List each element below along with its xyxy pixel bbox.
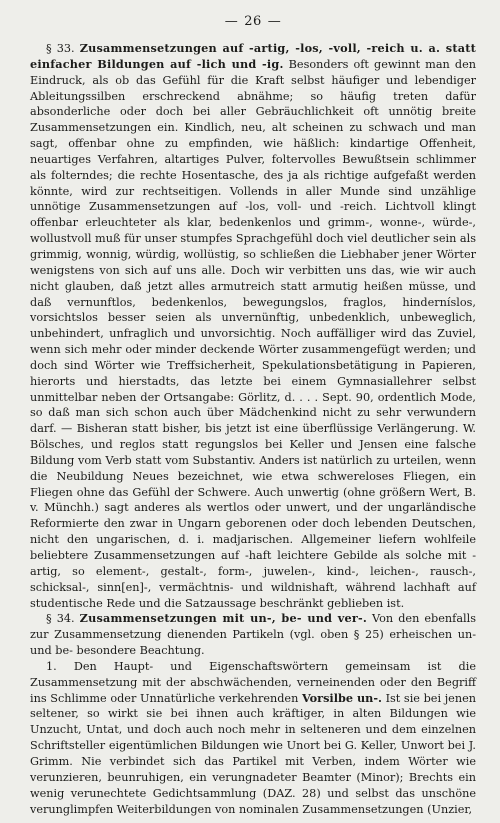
section-33-number: § 33. [46,42,75,55]
section-34-number: § 34. [46,612,75,626]
section-33-heading: Zusammensetzungen auf -artig, -los, -voll, -reich u. a. statt einfacher Bildungen auf -lich und -ig. [30,41,476,71]
header-dash-right: — [267,14,282,29]
section-34-heading: Zusammensetzungen mit un-, be- und ver-. [79,611,367,626]
page-header [30,14,476,29]
section-34-text-1: Von den ebenfalls zur Zusammensetzung dienenden Partikeln (vgl. oben § 25) erheischen un- und be- besondere Beachtung. [30,612,477,658]
section-34-keyword: Vorsilbe un-. [301,690,382,705]
header-dash-left: — [224,14,239,29]
body-text [30,41,476,817]
page-number: 26 [244,14,262,29]
section-33-text: Besonders oft gewinnt man den Eindruck, als ob das Gefühl für die Kraft selbst häufiger und lebendiger Ableitungssilben erschreckend abnähme; so häufig treten dafür absonderliche oder doch bei aller Gebräuchlichkeit oft unnötig breite Zusammensetzungen ein. Kindlich, neu, alt scheinen zu schwach und man sagt, offenbar ohne zu empfinden, wie häßlich: kindartige Offenheit, neuartiges Verfahren, altartiges Pulver, foltervolles Bewußtsein schlimmer als folterndes; die rechte Hosentasche, des ja als richtige aufgefaßt werden könnte, wird zur rechtseitigen. Vollends in aller Munde sind unzählige unnötige Zusammensetzungen auf -los, voll- und -reich. Lichtvoll klingt offenbar erleuchteter als klar, bedenkenlos und grimm-, wonne-, würde-, wollustvoll muß für unser stumpfes Sprachgefühl doch viel deutlicher sein als grimmig, wonnig, würdig, wollüstig, so schließen die Liebhaber jener Wörter wenigstens von sich auf uns alle. Doch wir verbitten uns das, wie wir auch nicht glauben, daß jetzt alles armutreich statt armutig heißen müsse, und daß vernunftlos, bedenkenlos, bewegungslos, fraglos, hinderníslos, vorsichtslos besser seien als unvernünftig, unbedenklich, unbeweglich, unbehindert, unfraglich und unvorsichtig. Noch auffälliger wird das Zuviel, wenn sich mehr oder minder deckende Wörter zusammengefügt werden; und doch sind Wörter wie Treffsicherheit, Spekulationsbetätigung in Papieren, hierorts und hierstadts, das letzte bei einem Gymnasiallehrer selbst unmittelbar neben der Ortsangabe: Görlitz, d. . . . Sept. 90, ordentlich Mode, so daß man sich schon auch über Mädchenkind nicht zu sehr verwundern darf. — Bisheran statt bisher, bis jetzt ist eine überflüssige Verlängerung. W. Bölsches, und reglos statt regungslos bei Keller und Jensen eine falsche Bildung vom Verb statt vom Substantiv. Anders ist natürlich zu urteilen, wenn die Neubildung Neues bezeichnet, wie etwa schwereloses Fliegen, ein Fliegen ohne das Gefühl der Schwere. Auch unwertig (ohne größern Wert, B. v. Münchh.) sagt anderes als wertlos oder unwert, und der ungarländische Reformierte den zwar in Ungarn geborenen oder doch lebenden Deutschen, nicht den ungarischen, d. i. madjarischen. Allgemeiner liefern wohlfeile beliebtere Zusammensetzungen auf -haft leichtere Gebilde als solche mit -artig, so element-, gestalt-, form-, juwelen-, kind-, leichen-, rausch-, schicksal-, sinn[en]-, vermächtnis- und wildnishaft, während lachhaft auf studentische Rede und die Satzaussage beschränkt geblieben ist. [30,57,476,610]
section-34-point-1-paragraph [30,659,476,817]
section-34-paragraph [30,611,476,659]
section-34-text-2-after: Ist sie bei jenen seltener, so wirkt sie bei ihnen auch kräftiger, in alten Bildungen wie Unzucht, Untat, und doch auch noch mehr in selteneren und dem einzelnen Schriftsteller eigentümlichen Bildungen wie Unort bei G. Keller, Unwort bei J. Grimm. Nie verbindet sich das Partikel mit Verben, indem Wörter wie verunzieren, beunruhigen, ein verungnadeter Beamter (Minor); Brechts ein wenig verunechtete Gedichtsammlung (DAZ. 28) und selbst das unschöne verunglimpfen Weiterbildungen von nominalen Zusammensetzungen (Unzier, [30,691,476,816]
section-33-paragraph [30,41,476,611]
section-34-text-2-before: 1. Den Haupt- und Eigenschaftswörtern gemeinsam ist die Zusammensetzung mit der abschwächenden, verneinenden oder den Begriff ins Schlimme oder Unnatürliche verkehrenden [30,659,476,705]
